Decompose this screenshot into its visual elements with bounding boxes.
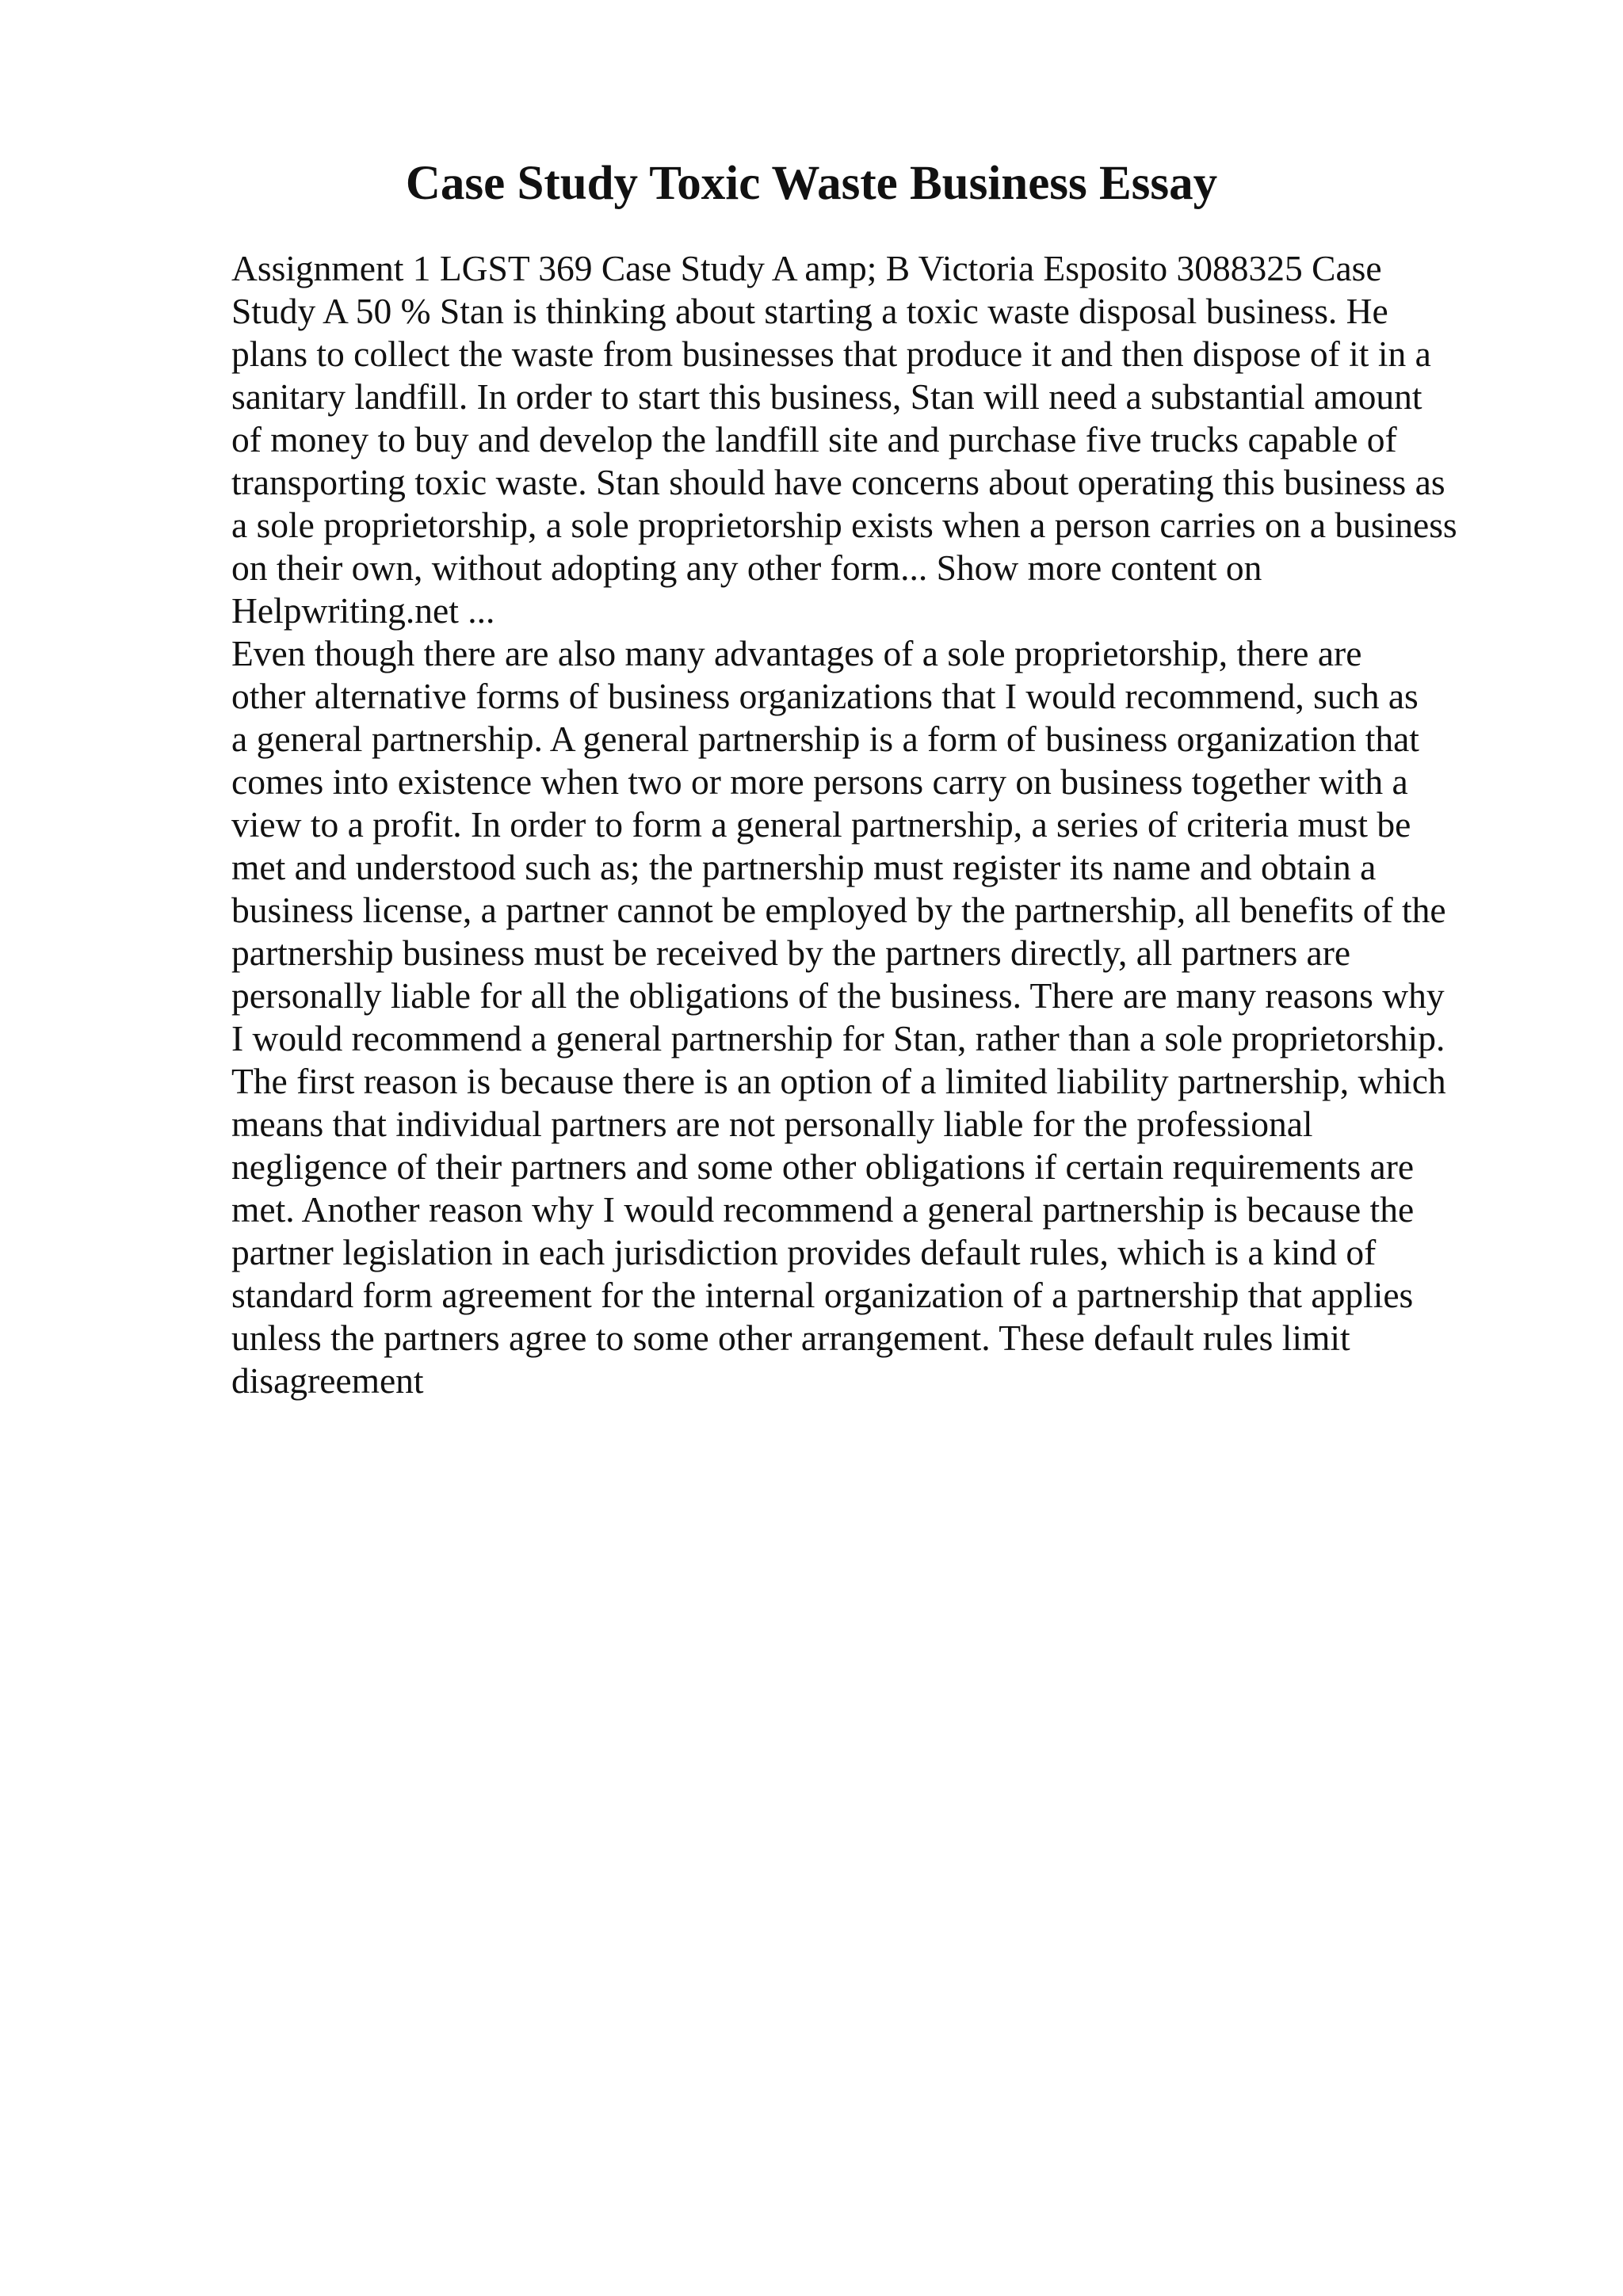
body-line: a general partnership. A general partnership is a form of business organization that (231, 719, 1419, 759)
document-title: Case Study Toxic Waste Business Essay (405, 157, 1218, 210)
body-line: other alternative forms of business organizations that I would recommend, such as (231, 676, 1419, 716)
body-line: Study A 50 % Stan is thinking about starting a toxic waste disposal business. He (231, 291, 1388, 331)
body-line: Even though there are also many advantages of a sole proprietorship, there are (231, 633, 1362, 673)
body-line: partnership business must be received by the partners directly, all partners are (231, 933, 1351, 973)
body-line: of money to buy and develop the landfill site and purchase five trucks capable of (231, 419, 1397, 460)
body-line: means that individual partners are not personally liable for the professional (231, 1104, 1313, 1144)
body-line: on their own, without adopting any other form... Show more content on (231, 547, 1262, 588)
body-line: a sole proprietorship, a sole proprietorship exists when a person carries on a business (231, 505, 1457, 545)
body-line: standard form agreement for the internal organization of a partnership that applies (231, 1275, 1414, 1315)
body-line: Assignment 1 LGST 369 Case Study A amp; B Victoria Esposito 3088325 Case (231, 248, 1382, 288)
body-line: business license, a partner cannot be employed by the partnership, all benefits of the (231, 890, 1446, 930)
body-line: view to a profit. In order to form a general partnership, a series of criteria must be (231, 804, 1411, 845)
body-line: comes into existence when two or more persons carry on business together with a (231, 761, 1408, 802)
body-line: negligence of their partners and some other obligations if certain requirements are (231, 1146, 1415, 1187)
body-line: partner legislation in each jurisdiction provides default rules, which is a kind of (231, 1232, 1377, 1272)
body-line: Helpwriting.net ... (231, 590, 495, 631)
body-line: transporting toxic waste. Stan should have concerns about operating this business as (231, 462, 1445, 502)
body-line: unless the partners agree to some other arrangement. These default rules limit (231, 1318, 1350, 1358)
body-line: met and understood such as; the partnership must register its name and obtain a (231, 847, 1377, 887)
body-line: disagreement (231, 1360, 424, 1401)
document-body (231, 247, 1507, 1402)
body-line: personally liable for all the obligations of the business. There are many reasons why (231, 975, 1445, 1016)
body-line: plans to collect the waste from businesses that produce it and then dispose of it in a (231, 334, 1431, 374)
body-line: sanitary landfill. In order to start this business, Stan will need a substantial amount (231, 376, 1423, 417)
body-line: I would recommend a general partnership for Stan, rather than a sole proprietorship. (231, 1018, 1445, 1058)
body-line: The first reason is because there is an option of a limited liability partnership, which (231, 1061, 1446, 1101)
body-line: met. Another reason why I would recommend a general partnership is because the (231, 1189, 1415, 1230)
